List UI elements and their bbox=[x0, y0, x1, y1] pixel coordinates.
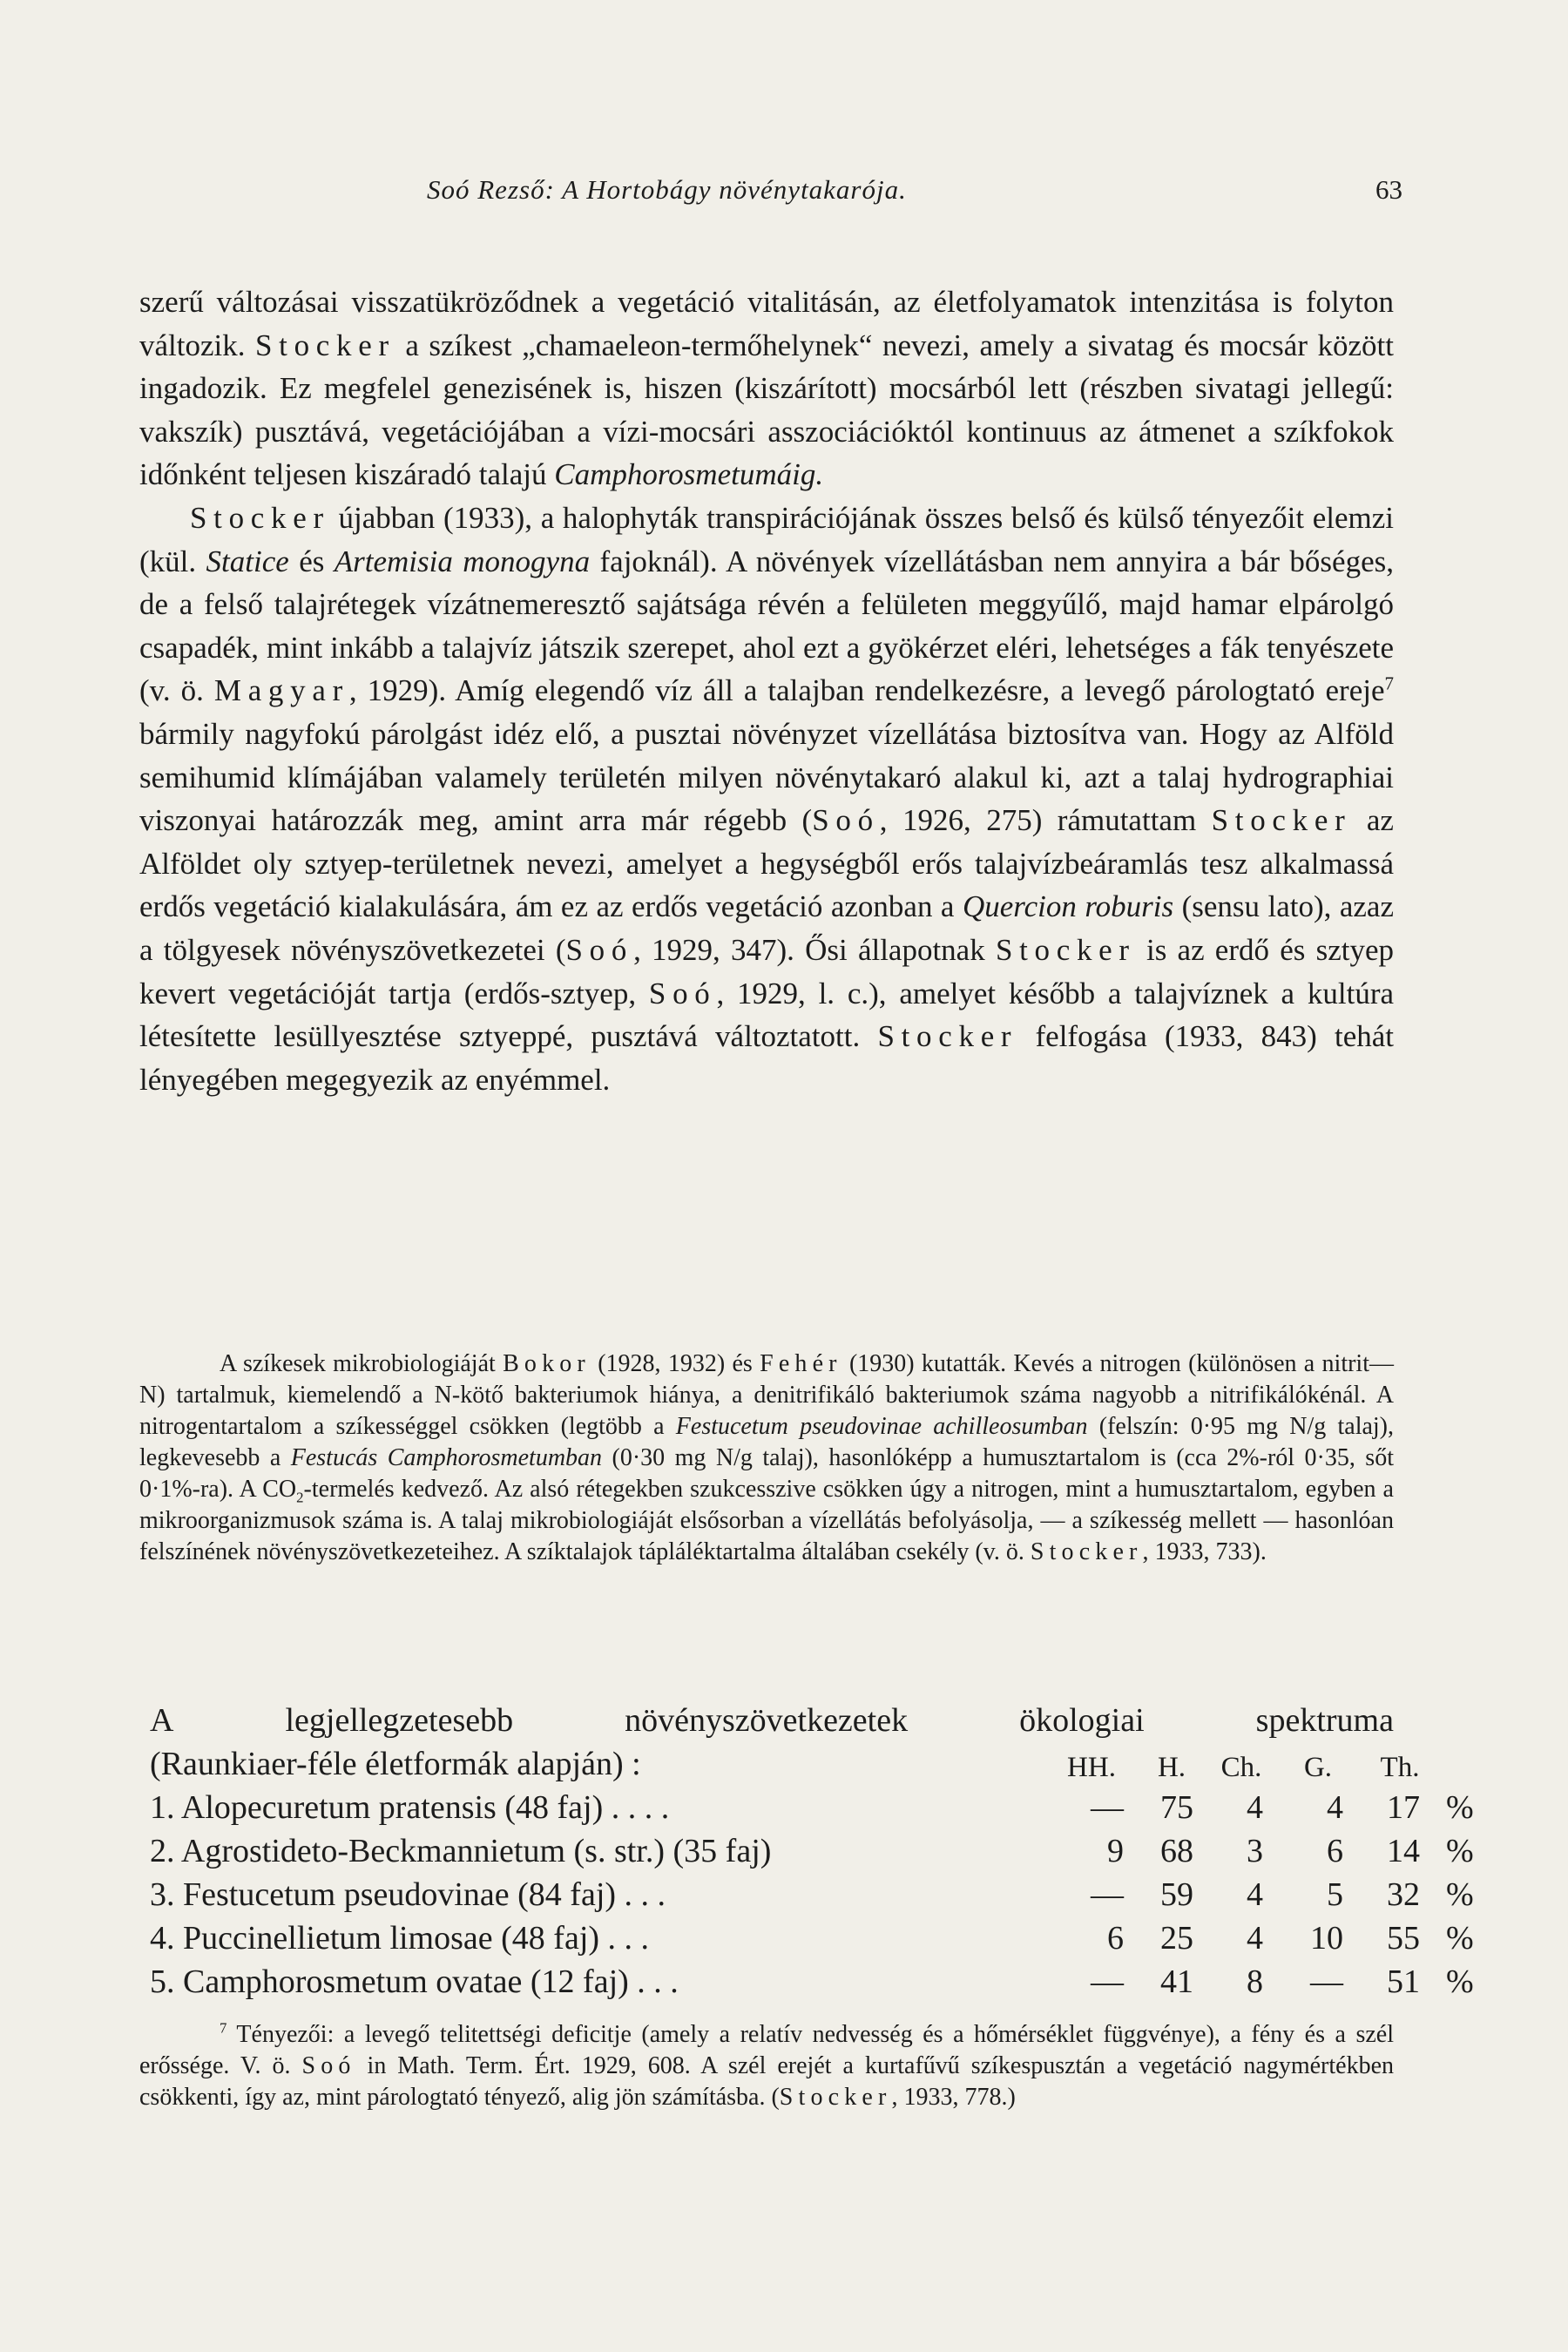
paragraph-2 bbox=[139, 497, 1394, 1101]
association-name: 1. Alopecuretum pratensis (48 faj) . . . . bbox=[150, 1789, 670, 1826]
cell-ch: 3 bbox=[1247, 1833, 1263, 1869]
text-run: (1928, 1932) és bbox=[590, 1350, 760, 1377]
column-header-hh: HH. bbox=[1067, 1752, 1116, 1783]
table-row bbox=[139, 1963, 1474, 2006]
author-name: Fehér bbox=[760, 1350, 842, 1377]
cell-h: 68 bbox=[1160, 1833, 1193, 1869]
table-row bbox=[139, 1788, 1474, 1832]
column-header-ch: Ch. bbox=[1220, 1752, 1262, 1783]
subscript: 2 bbox=[296, 1489, 304, 1506]
cell-h: 75 bbox=[1160, 1789, 1193, 1826]
page-number: 63 bbox=[1375, 174, 1402, 205]
text-run: , 1933, 733). bbox=[1142, 1538, 1267, 1565]
author-name: Soó bbox=[565, 932, 634, 967]
title-text: (Raunkiaer-féle életformák alapján) : bbox=[150, 1746, 641, 1782]
text-run: (1930) kutatták. Kevés a nitrogen (különösen a nitrit—N) tartalmuk, kiemelendő a N-kötő bakteriumok hiánya, a denitrifikáló bakteriumok száma nagyobb a nitrifikálókénál. A nitrogentartalom a szíkességgel csökken (legtöbb a bbox=[139, 1350, 1394, 1440]
cell-hh: 9 bbox=[1107, 1833, 1124, 1869]
spectrum-table bbox=[139, 1788, 1474, 2006]
text-run: , 1929, l. c.), amelyet később a talajvíznek a kultúra létesítette lesüllyesztése sztyeppé, pusztává változtatott. bbox=[139, 976, 1395, 1054]
cell-ch: 4 bbox=[1247, 1789, 1263, 1826]
cell-g: 6 bbox=[1327, 1833, 1343, 1869]
spectrum-title-line1 bbox=[139, 1699, 1394, 1742]
paragraph-1 bbox=[139, 280, 1394, 497]
taxon-name: Festucetum pseudovinae achilleosumban bbox=[675, 1413, 1088, 1440]
title-word: legjellegzetesebb bbox=[285, 1702, 514, 1739]
association-name: 3. Festucetum pseudovinae (84 faj) . . . bbox=[150, 1876, 666, 1913]
cell-th: 55 bbox=[1387, 1920, 1420, 1957]
association-name: 2. Agrostideto-Beckmannietum (s. str.) (35 faj) bbox=[150, 1833, 772, 1869]
cell-percent: % bbox=[1446, 1963, 1474, 2000]
title-word: spektruma bbox=[1255, 1702, 1394, 1739]
cell-th: 32 bbox=[1387, 1876, 1420, 1913]
text-run: (felszín: 0·95 mg N/g talaj), legkevesebb a bbox=[139, 1413, 1395, 1471]
cell-percent: % bbox=[1446, 1920, 1474, 1957]
column-header-g: G. bbox=[1303, 1752, 1333, 1783]
main-text bbox=[139, 280, 1394, 1101]
cell-percent: % bbox=[1446, 1833, 1474, 1869]
text-run: Tényezői: a levegő telitettségi deficitje (amely a relatív nedvesség és a hőmérséklet függvénye), a fény és a szél erőssége. V. ö. bbox=[139, 2021, 1394, 2079]
taxon-name: Statice bbox=[206, 544, 289, 578]
author-name: Soó bbox=[301, 2052, 356, 2079]
author-name: Stocker bbox=[779, 2084, 892, 2111]
cell-th: 14 bbox=[1387, 1833, 1420, 1869]
cell-hh: — bbox=[1091, 1789, 1124, 1826]
taxon-name: Artemisia monogyna bbox=[334, 544, 591, 578]
cell-g: 5 bbox=[1327, 1876, 1343, 1913]
cell-hh: — bbox=[1091, 1876, 1124, 1913]
footnote-7 bbox=[139, 2019, 1394, 2113]
author-name: Stocker bbox=[190, 500, 330, 535]
author-name: Bokor bbox=[503, 1350, 591, 1377]
text-run: is az erdő és sztyep kevert vegetációját tartja (erdős-sztyep, bbox=[139, 932, 1394, 1010]
cell-th: 17 bbox=[1387, 1789, 1420, 1826]
page-header bbox=[139, 174, 1402, 218]
text-run: (0·30 mg N/g talaj), hasonlóképp a humusztartalom is (cca 2%-ról 0·35, sőt 0·1%-ra). A CO bbox=[139, 1444, 1394, 1503]
running-head: Soó Rezső: A Hortobágy növénytakarója. bbox=[427, 174, 907, 205]
taxon-name: Festucás Camphorosmetumban bbox=[290, 1444, 603, 1471]
cell-ch: 8 bbox=[1247, 1963, 1263, 2000]
text-run: szerű változásai visszatükröződnek a vegetáció vitalitásán, az életfolyamatok intenzitása is folyton változik. bbox=[139, 285, 1394, 362]
cell-g: — bbox=[1310, 1963, 1343, 2000]
text-run: , 1926, 275) rámutattam bbox=[879, 803, 1212, 838]
cell-percent: % bbox=[1446, 1789, 1474, 1826]
cell-g: 4 bbox=[1327, 1789, 1343, 1826]
text-run: felfogása (1933, 843) tehát lényegében megegyezik az enyémmel. bbox=[139, 1019, 1394, 1097]
text-run: az Alföldet oly sztyep-területnek nevezi, amelyet a hegységből erős talajvízbeáramlás tesz alkalmassá erdős vegetáció kialakulására, ám ez az erdős vegetáció azonban a bbox=[139, 803, 1394, 924]
cell-h: 59 bbox=[1160, 1876, 1193, 1913]
association-name: 4. Puccinellietum limosae (48 faj) . . . bbox=[150, 1920, 650, 1957]
title-word: A bbox=[150, 1702, 174, 1739]
text-run: fajoknál). A növények vízellátásban nem annyira a bár bőséges, de a felső talajrétegek vízátnemeresztő sajátsága révén a felületen meggyűlő, majd hamar elpárolgó csapadék, mint inkább a talajvíz játszik szerepet, ahol ezt a gyökérzet eléri, lehetséges a fák tenyészete (v. ö. bbox=[139, 544, 1394, 708]
cell-h: 25 bbox=[1160, 1920, 1193, 1957]
author-name: Stocker bbox=[877, 1019, 1018, 1054]
table-row bbox=[139, 1832, 1474, 1876]
author-name: Stocker bbox=[1211, 803, 1352, 838]
cell-th: 51 bbox=[1387, 1963, 1420, 2000]
footnote-marker: 7 bbox=[1384, 672, 1394, 694]
taxon-name: Quercion roburis bbox=[962, 889, 1174, 924]
spectrum-title-line2 bbox=[139, 1742, 1420, 1786]
text-run: , 1929, 347). Ősi állapotnak bbox=[633, 932, 996, 967]
author-name: Soó bbox=[648, 976, 717, 1010]
cell-percent: % bbox=[1446, 1876, 1474, 1913]
title-word: ökologiai bbox=[1019, 1702, 1145, 1739]
text-run: , 1929). Amíg elegendő víz áll a talajban rendelkezésre, a levegő párologtató ereje bbox=[348, 673, 1385, 708]
author-name: Stocker bbox=[995, 932, 1136, 967]
cell-h: 41 bbox=[1160, 1963, 1193, 2000]
table-row bbox=[139, 1876, 1474, 1919]
text-run: , 1933, 778.) bbox=[891, 2084, 1016, 2111]
author-name: Stocker bbox=[255, 328, 395, 362]
column-header-h: H. bbox=[1157, 1752, 1186, 1783]
spectrum-heading bbox=[139, 1699, 1420, 1786]
text-run: újabban (1933), a halophyták transpirációjának összes belső és külső tényezőit elemzi (kül. bbox=[139, 500, 1394, 578]
cell-hh: 6 bbox=[1107, 1920, 1124, 1957]
text-run: (sensu lato), azaz a tölgyesek növényszövetkezetei ( bbox=[139, 889, 1394, 967]
note-paragraph bbox=[139, 1348, 1394, 1568]
small-print-note bbox=[139, 1348, 1394, 1568]
text-run: bármily nagyfokú párolgást idéz elő, a pusztai növényzet vízellátása biztosítva van. Hogy az Alföld semihumid klímájában valamely területén milyen növénytakaró alakul ki, azt a talaj hydrographiai viszonyai határozzák meg, amint arra már régebb ( bbox=[139, 716, 1394, 838]
author-name: Soó bbox=[812, 803, 880, 838]
cell-g: 10 bbox=[1310, 1920, 1343, 1957]
cell-ch: 4 bbox=[1247, 1920, 1263, 1957]
table-row bbox=[139, 1919, 1474, 1963]
title-word: növényszövetkezetek bbox=[625, 1702, 909, 1739]
text-run: A szíkesek mikrobiologiáját bbox=[220, 1350, 504, 1377]
cell-hh: — bbox=[1091, 1963, 1124, 2000]
footnote-paragraph bbox=[139, 2019, 1394, 2113]
text-run: -termelés kedvező. Az alsó rétegekben szukcesszive csökken úgy a nitrogen, mint a humusztartalom, egyben a mikroorganizmusok száma is. A talaj mikrobiologiáját elsősorban a vízellátás befolyásolja, — a szíkesség mellett — hasonlóan felszínének növényszövetkezeteihez. A szíktalajok tápláléktartalma általában csekély (v. ö. bbox=[139, 1476, 1394, 1565]
text-run: és bbox=[288, 544, 335, 578]
column-header-th: Th. bbox=[1380, 1752, 1420, 1783]
author-name: Magyar bbox=[213, 673, 349, 708]
text-run: a szíkest „chamaeleon-termőhelynek“ nevezi, amely a sivatag és mocsár között ingadozik. Ez megfelel genezisének is, hiszen (kiszárított) mocsárból lett (részben sivatagi jellegű: vakszík) pusztává, vegetációjában a vízi-mocsári asszociációktól kontinuus az átmenet a szíkfokok időnként teljesen kiszáradó talajú bbox=[139, 328, 1394, 492]
footnote-marker: 7 bbox=[220, 2019, 227, 2037]
taxon-name: Camphorosmetumáig. bbox=[554, 457, 824, 492]
author-name: Stocker bbox=[1030, 1538, 1143, 1565]
association-name: 5. Camphorosmetum ovatae (12 faj) . . . bbox=[150, 1963, 679, 2000]
cell-ch: 4 bbox=[1247, 1876, 1263, 1913]
text-run: in Math. Term. Ért. 1929, 608. A szél erejét a kurtafűvű szíkespusztán a vegetáció nagymértékben csökkenti, így az, mint párologtató tényező, alig jön számításba. ( bbox=[139, 2052, 1395, 2111]
